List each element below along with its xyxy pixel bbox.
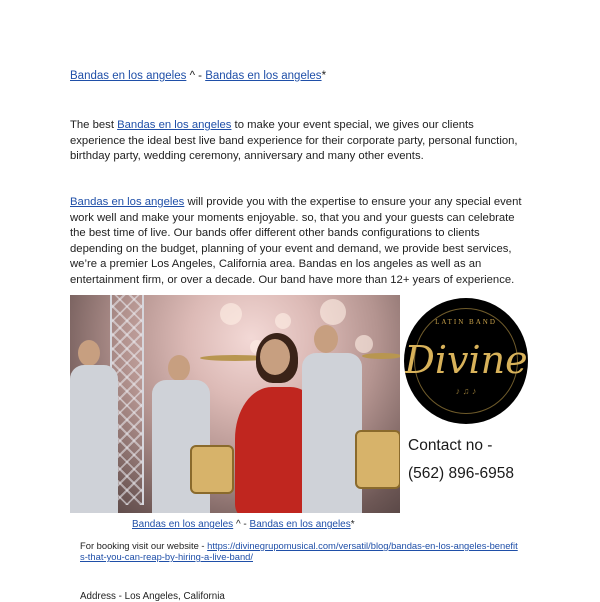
caption-link-1[interactable]: Bandas en los angeles: [132, 519, 234, 530]
divine-band-logo: [404, 298, 528, 424]
address-text: Address - Los Angeles, California: [80, 591, 225, 602]
contact-label: Contact no -: [408, 437, 493, 454]
intro-text-before: The best: [70, 119, 118, 131]
logo-title: Divine: [404, 338, 528, 382]
booking-label: For booking visit our website -: [80, 540, 208, 551]
caption-links: [132, 519, 355, 530]
band-photo: [70, 295, 400, 513]
booking-line: [80, 540, 520, 562]
details-text: will provide you with the expertise to ensure your any special event work well and make your moments enjoyable. so, that you and your guests can celebrate the best time of live. Our bands offer different other bands configurations to clients depending on the budget, planning of your event and demand, we provide best services, we’re a premier Los Angeles, California area. Bandas en los angeles as well as an entertainment firm, or over a decade. Our band have more than 12+ years of experience.: [70, 196, 522, 286]
music-notes-icon: ♪ ♫ ♪: [455, 386, 477, 396]
caption-separator: ^ -: [233, 519, 250, 530]
header-link-1[interactable]: Bandas en los angeles: [70, 70, 187, 82]
contact-phone: (562) 896-6958: [408, 465, 514, 482]
caption-link-2[interactable]: Bandas en los angeles: [249, 519, 351, 530]
header-separator: ^ -: [186, 70, 206, 82]
header-links: [70, 70, 326, 82]
intro-text-after: to make your event special, we gives our clients experience the ideal best live band experience for their corporate party, personal function, birthday party, wedding ceremony, anniversary and many other events.: [70, 119, 518, 163]
intro-paragraph: [70, 118, 526, 165]
header-link-2[interactable]: Bandas en los angeles: [205, 70, 322, 82]
caption-suffix: *: [350, 519, 355, 530]
details-paragraph: [70, 195, 526, 289]
details-link[interactable]: Bandas en los angeles: [70, 196, 185, 208]
logo-subtitle: LATIN BAND: [435, 318, 497, 326]
intro-link[interactable]: Bandas en los angeles: [117, 119, 232, 131]
header-suffix: *: [321, 70, 327, 82]
booking-url-link[interactable]: https://divinegrupomusical.com/versatil/blog/bandas-en-los-angeles-benefits-that-you-can-reap-by-hiring-a-live-band/: [80, 540, 518, 562]
